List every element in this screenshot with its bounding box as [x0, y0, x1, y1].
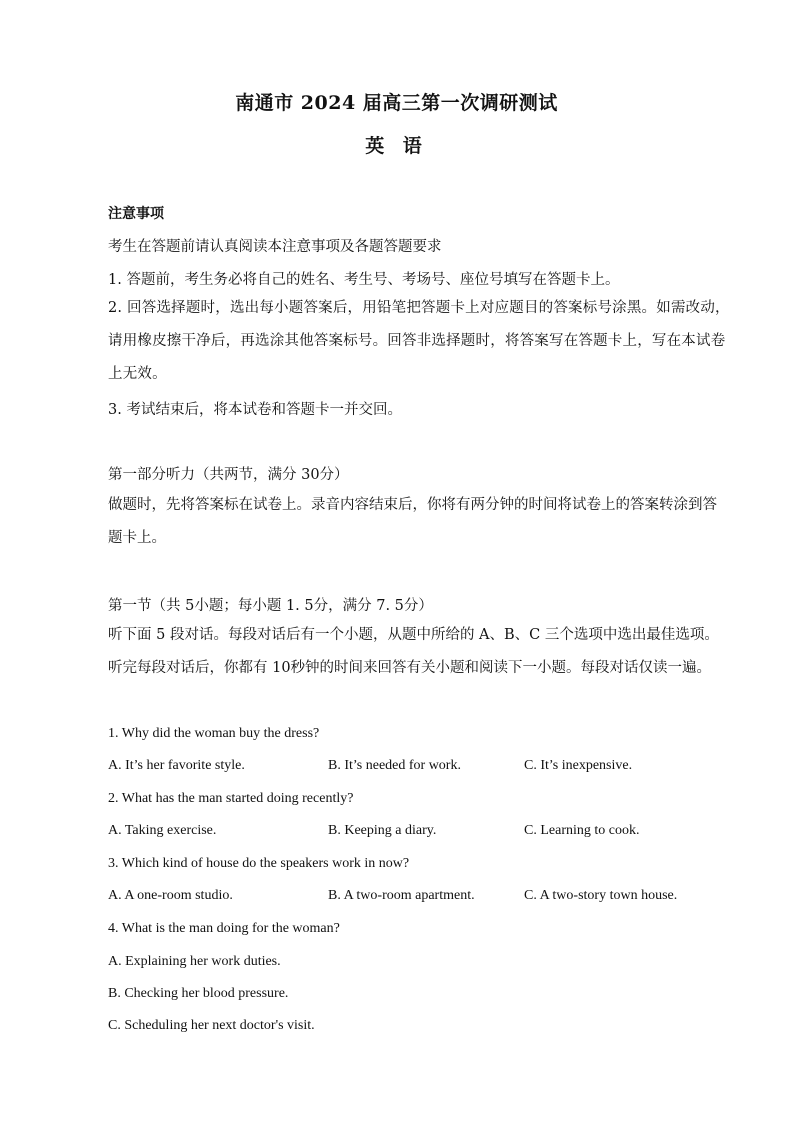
notice-item-1: 1. 答题前，考生务必将自己的姓名、考生号、考场号、座位号填写在答题卡上。 — [108, 272, 620, 288]
question-3-stem: 3. Which kind of house do the speakers work in now? — [108, 856, 410, 871]
question-2-option-b: B. Keeping a diary. — [328, 823, 437, 838]
notice-item-3: 3. 考试结束后，将本试卷和答题卡一并交回。 — [108, 402, 402, 418]
question-2-option-a: A. Taking exercise. — [108, 823, 217, 838]
notice-intro: 考生在答题前请认真阅读本注意事项及各题答题要求 — [108, 239, 442, 255]
question-3-option-c: C. A two-story town house. — [524, 888, 678, 903]
question-4-stem: 4. What is the man doing for the woman? — [108, 921, 340, 936]
section1-instruction: 听下面 5 段对话。每段对话后有一个小题，从题中所给的 A、B、C 三个选项中选出最佳选项。听完每段对话后，你都有 10秒钟的时间来回答有关小题和阅读下一小题。每段对话仅读一遍。 — [108, 627, 719, 676]
question-4-option-a: A. Explaining her work duties. — [108, 954, 281, 969]
question-1-option-a: A. It’s her favorite style. — [108, 758, 245, 773]
notice-item-2: 2. 回答选择题时，选出每小题答案后，用铅笔把答题卡上对应题目的答案标号涂黑。如需改动，请用橡皮擦干净后，再选涂其他答案标号。回答非选择题时，将答案写在答题卡上，写在本试卷上无效。 — [108, 300, 730, 382]
question-2-stem: 2. What has the man started doing recently? — [108, 791, 354, 806]
question-3-option-a: A. A one-room studio. — [108, 888, 233, 903]
exam-subject: 英 语 — [365, 135, 428, 157]
section1-heading: 第一节（共 5小题；每小题 1. 5分，满分 7. 5分） — [108, 598, 433, 614]
question-1-stem: 1. Why did the woman buy the dress? — [108, 726, 320, 741]
question-4-option-b: B. Checking her blood pressure. — [108, 986, 289, 1001]
question-1-option-b: B. It’s needed for work. — [328, 758, 461, 773]
question-1-option-c: C. It’s inexpensive. — [524, 758, 633, 773]
part1-heading: 第一部分听力（共两节，满分 30分） — [108, 467, 349, 483]
question-2-option-c: C. Learning to cook. — [524, 823, 640, 838]
question-3-option-b: B. A two-room apartment. — [328, 888, 475, 903]
notice-heading: 注意事项 — [108, 206, 164, 222]
exam-title: 南通市 2024 届高三第一次调研测试 — [235, 92, 558, 114]
part1-instruction: 做题时，先将答案标在试卷上。录音内容结束后，你将有两分钟的时间将试卷上的答案转涂到答题卡上。 — [108, 497, 717, 546]
question-4-option-c: C. Scheduling her next doctor's visit. — [108, 1018, 315, 1033]
